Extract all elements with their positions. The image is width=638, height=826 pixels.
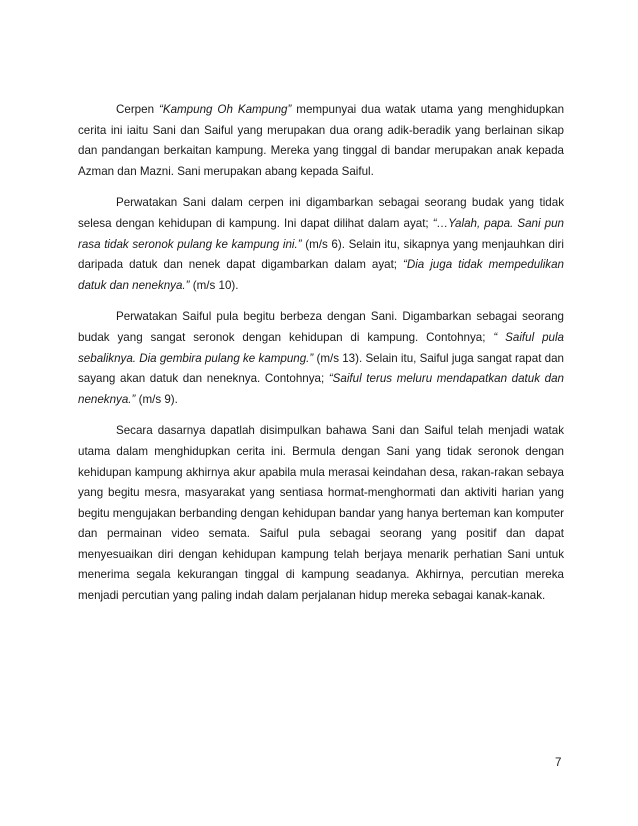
paragraph-text: mempunyai dua watak utama yang menghidupkan cerita ini iaitu Sani dan Saiful yang merupakan dua orang adik-beradik yang berlainan sikap dan pandangan berkaitan kampung. Mereka yang tinggal di bandar merupakan anak kepada Azman dan Mazni. Sani merupakan abang kepada Saiful. <box>78 103 565 178</box>
paragraph-text: (m/s 13). Selain itu, Saiful juga sangat rapat dan sayang akan datuk dan neneknya. Contohnya; <box>78 351 564 386</box>
paragraph-text: Cerpen <box>116 103 159 116</box>
quoted-text: “Saiful terus meluru mendapatkan datuk dan neneknya.” <box>78 372 564 406</box>
paragraph-2 <box>78 193 564 296</box>
paragraph-text: (m/s 9). <box>135 392 178 406</box>
paragraph-text: Secara dasarnya dapatlah disimpulkan bahawa Sani dan Saiful telah menjadi watak utama dalam menghidupkan cerita ini. Bermula dengan Sani yang tidak seronok dengan kehidupan kampung akhirnya akur apabila mula merasai keindahan desa, rakan-rakan sebaya yang begitu mesra, masyarakat yang sentiasa hormat-menghormati dan aktiviti harian yang begitu mengujakan berbanding dengan kehidupan bandar yang hanya berteman kan komputer dan permainan video semata. Saiful pula sebagai seorang yang positif dan dapat menyesuaikan diri dengan kehidupan kampung telah berjaya menarik perhatian Sani untuk menerima segala kekurangan tinggal di kampung seadanya. Akhirnya, percutian mereka menjadi percutian yang paling indah dalam perjalanan hidup mereka sebagai kanak-kanak. <box>78 424 565 603</box>
paragraph-text: (m/s 10). <box>189 278 239 292</box>
document-body <box>78 100 564 618</box>
quoted-text: “Dia juga tidak mempedulikan datuk dan neneknya.” <box>78 258 564 292</box>
page-number: 7 <box>555 756 562 769</box>
paragraph-1 <box>78 100 564 182</box>
paragraph-text: (m/s 6). Selain itu, sikapnya yang menjauhkan diri daripada datuk dan nenek dapat digambarkan dalam ayat; <box>78 237 564 272</box>
quoted-text: “…Yalah, papa. Sani pun rasa tidak seronok pulang ke kampung ini.” <box>78 216 564 251</box>
paragraph-3 <box>78 307 564 410</box>
paragraph-4 <box>78 421 564 606</box>
paragraph-text: Perwatakan Sani dalam cerpen ini digambarkan sebagai seorang budak yang tidak selesa dengan kehidupan di kampung. Ini dapat dilihat dalam ayat; <box>78 196 564 230</box>
quoted-text: “Kampung Oh Kampung” <box>158 103 292 116</box>
quoted-text: “ Saiful pula sebaliknya. Dia gembira pulang ke kampung.” <box>78 330 564 365</box>
paragraph-text: Perwatakan Saiful pula begitu berbeza dengan Sani. Digambarkan sebagai seorang budak yang sangat seronok dengan kehidupan di kampung. Contohnya; <box>78 310 564 344</box>
